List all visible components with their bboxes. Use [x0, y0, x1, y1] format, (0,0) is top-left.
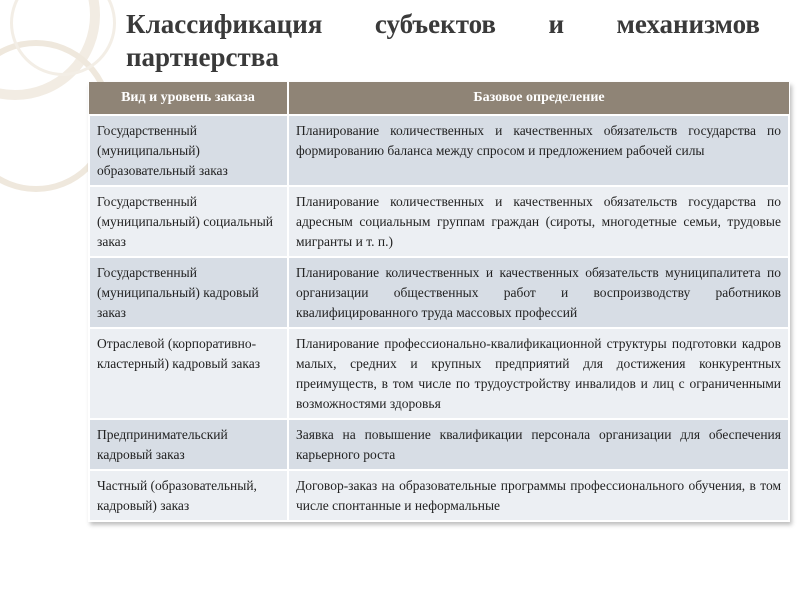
slide-title: Классификация субъектов и механизмов партнерства — [126, 9, 760, 72]
table-row — [89, 328, 789, 419]
order-type-cell: Государственный (муниципальный) социальный заказ — [89, 186, 288, 257]
table-header-row — [89, 82, 789, 115]
order-type-cell: Предпринимательский кадровый заказ — [89, 419, 288, 470]
decorative-circle — [0, 0, 100, 100]
table-row — [89, 470, 789, 521]
table-row — [89, 257, 789, 328]
table-row — [89, 186, 789, 257]
definition-cell: Планирование профессионально-квалификационной структуры подготовки кадров малых, средних и крупных предприятий для достижения конкурентных преимуществ, в том числе по трудоустройству инвалидов и лиц с ограниченными возможностями здоровья — [288, 328, 789, 419]
order-type-cell: Государственный (муниципальный) кадровый заказ — [89, 257, 288, 328]
table-row — [89, 419, 789, 470]
table-row — [89, 115, 789, 186]
decorative-circle — [10, 0, 116, 76]
order-type-cell: Отраслевой (корпоративно-кластерный) кадровый заказ — [89, 328, 288, 419]
classification-table — [88, 82, 790, 522]
column-header-definition: Базовое определение — [288, 82, 789, 115]
definition-cell: Заявка на повышение квалификации персонала организации для обеспечения карьерного роста — [288, 419, 789, 470]
definition-cell: Планирование количественных и качественных обязательств государства по адресным социальным группам граждан (сироты, многодетные семьи, трудовые мигранты и т. п.) — [288, 186, 789, 257]
order-type-cell: Частный (образовательный, кадровый) заказ — [89, 470, 288, 521]
definition-cell: Планирование количественных и качественных обязательств государства по формированию баланса между спросом и предложением рабочей силы — [288, 115, 789, 186]
definition-cell: Договор-заказ на образовательные программы профессионального обучения, в том числе спонтанные и неформальные — [288, 470, 789, 521]
order-type-cell: Государственный (муниципальный) образовательный заказ — [89, 115, 288, 186]
column-header-type: Вид и уровень заказа — [89, 82, 288, 115]
definition-cell: Планирование количественных и качественных обязательств муниципалитета по организации общественных работ и воспроизводству работников квалифицированного труда массовых профессий — [288, 257, 789, 328]
classification-table-container — [88, 82, 790, 522]
